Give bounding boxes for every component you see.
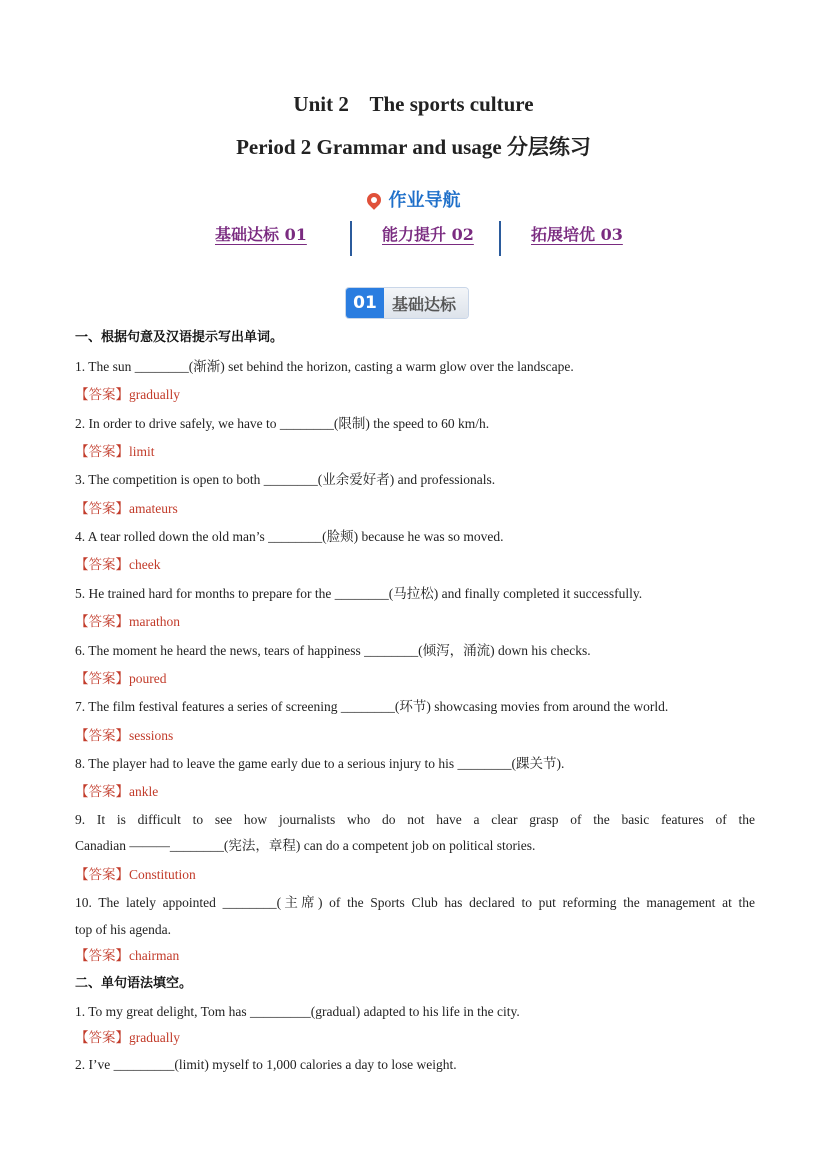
answer-tag: 【答案】 (75, 784, 129, 799)
answer-text: ankle (129, 784, 159, 799)
page-title-line1: Unit 2 The sports culture (293, 92, 534, 116)
nav-link-ability[interactable]: 能力提升 02 (382, 225, 474, 244)
question-2: 2. In order to drive safely, we have to ________(限制) the speed to 60 km/h. (75, 416, 490, 431)
answer-text: gradually (129, 387, 180, 402)
grammar-question-1: 1. To my great delight, Tom has _________(gradual) adapted to his life in the city. (75, 1004, 520, 1019)
nav-divider (350, 221, 352, 256)
answer-tag: 【答案】 (75, 728, 129, 743)
answer-text: Constitution (129, 867, 196, 882)
answer-5 (75, 612, 755, 632)
answer-10 (75, 946, 755, 966)
question-5: 5. He trained hard for months to prepare for the ________(马拉松) and finally completed it successfully. (75, 586, 643, 601)
question-4: 4. A tear rolled down the old man’s ________(脸颊) because he was so moved. (75, 529, 504, 544)
answer-text: amateurs (129, 501, 178, 516)
answer-3 (75, 499, 755, 519)
nav-link-basic[interactable]: 基础达标 01 (215, 225, 307, 244)
answer-tag: 【答案】 (75, 444, 129, 459)
question-9-cont: Canadian ———________(宪法，章程) can do a competent job on political stories. (75, 838, 536, 853)
answer-8 (75, 782, 755, 802)
homework-nav-header (0, 186, 827, 212)
question-10: 10. The lately appointed ________(主席) of the Sports Club has declared to put reforming the management at the (75, 895, 755, 910)
section-badge-label: 基础达标 (384, 288, 468, 318)
answer-2 (75, 442, 755, 462)
answer-text: limit (129, 444, 155, 459)
question-1: 1. The sun ________(渐渐) set behind the horizon, casting a warm glow over the landscape. (75, 359, 574, 374)
answer-text: cheek (129, 557, 161, 572)
homework-nav (0, 222, 827, 258)
nav-link-extension[interactable]: 拓展培优 03 (531, 225, 623, 244)
answer-text: chairman (129, 948, 180, 963)
question-3: 3. The competition is open to both ________(业余爱好者) and professionals. (75, 472, 496, 487)
answer-4 (75, 555, 755, 575)
section-badge-number: 01 (346, 288, 384, 318)
answer-text: gradually (129, 1030, 180, 1045)
answer-tag: 【答案】 (75, 387, 129, 402)
question-8: 8. The player had to leave the game early due to a serious injury to his ________(踝关节). (75, 756, 565, 771)
page-title-line2: Period 2 Grammar and usage 分层练习 (236, 135, 591, 159)
answer-6 (75, 669, 755, 689)
grammar-question-2: 2. I’ve _________(limit) myself to 1,000 calories a day to lose weight. (75, 1057, 457, 1072)
answer-9 (75, 865, 755, 885)
answer-text: sessions (129, 728, 174, 743)
answer-tag: 【答案】 (75, 614, 129, 629)
answer-tag: 【答案】 (75, 948, 129, 963)
answer-text: marathon (129, 614, 180, 629)
location-pin-icon (364, 190, 384, 210)
answer-text: poured (129, 671, 167, 686)
answer-tag: 【答案】 (75, 501, 129, 516)
grammar-answer-1 (75, 1028, 755, 1048)
question-9: 9. It is difficult to see how journalists who do not have a clear grasp of the basic features of the (75, 812, 755, 827)
question-10-cont: top of his agenda. (75, 922, 171, 937)
answer-7 (75, 726, 755, 746)
nav-title: 作业导航 (388, 190, 461, 211)
nav-divider (499, 221, 501, 256)
question-7: 7. The film festival features a series of screening ________(环节) showcasing movies from around the world. (75, 699, 669, 714)
section1-heading: 一、根据句意及汉语提示写出单词。 (75, 330, 284, 345)
answer-1 (75, 385, 755, 405)
section2-heading: 二、单句语法填空。 (75, 976, 193, 991)
section-badge (346, 288, 468, 318)
answer-tag: 【答案】 (75, 867, 129, 882)
answer-tag: 【答案】 (75, 557, 129, 572)
answer-tag: 【答案】 (75, 671, 129, 686)
answer-tag: 【答案】 (75, 1030, 129, 1045)
question-6: 6. The moment he heard the news, tears of happiness ________(倾泻，涌流) down his checks. (75, 643, 591, 658)
